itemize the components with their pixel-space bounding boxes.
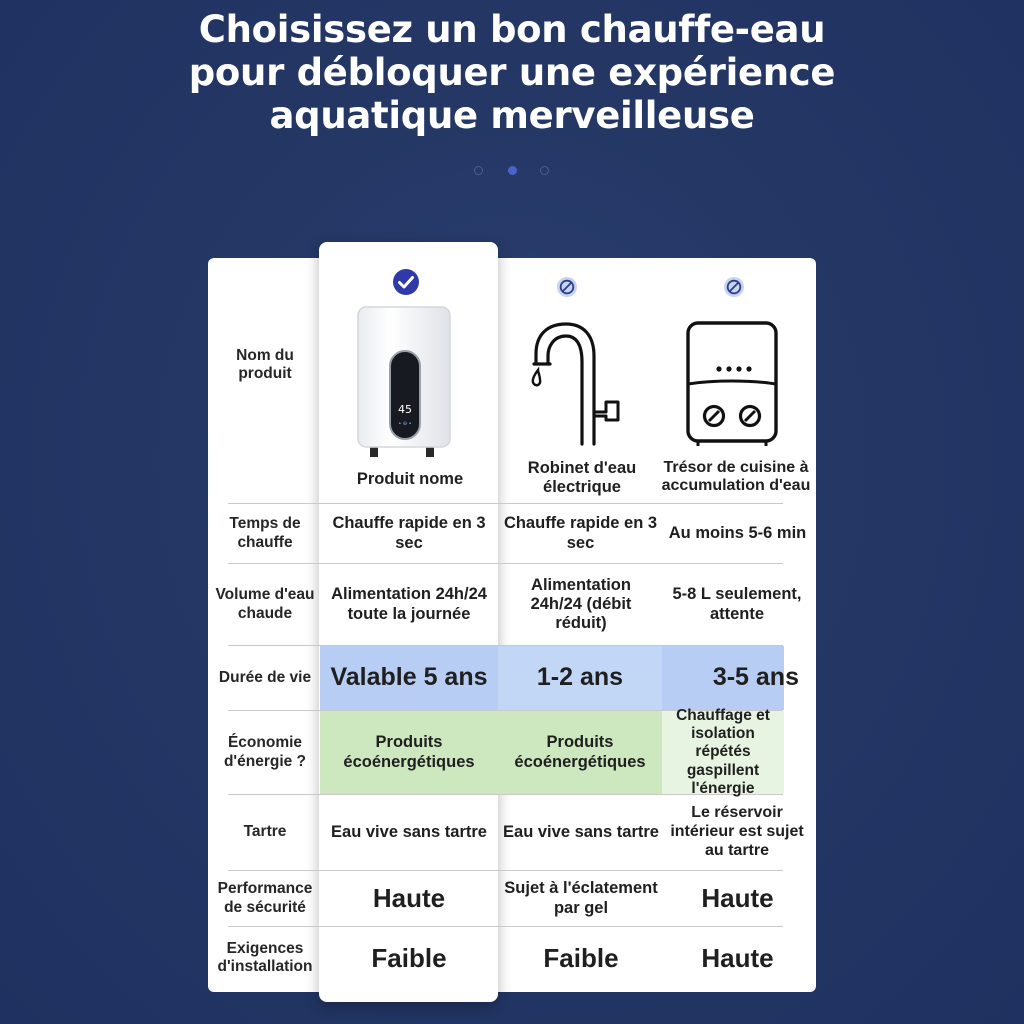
product-name-faucet: Robinet d'eau électrique [527, 459, 637, 496]
pagination-dot-active[interactable] [508, 166, 517, 175]
svg-text:• ⊖ •: • ⊖ • [398, 421, 412, 427]
electric-faucet-image [526, 316, 622, 448]
headline-line-3: aquatique merveilleuse [269, 94, 755, 137]
row-label-heating-time: Temps de chauffe [229, 515, 301, 551]
cell-lifespan-featured: Valable 5 ans [320, 646, 498, 710]
row-label-safety: Performance de sécurité [217, 880, 313, 916]
cell-lifespan-faucet: 1-2 ans [498, 646, 662, 710]
check-icon [392, 268, 420, 296]
headline-line-1: Choisissez un bon chauffe-eau [198, 8, 826, 51]
tankless-water-heater-image [356, 305, 456, 463]
prohibited-icon [723, 276, 745, 298]
row-label-hot-water-volume: Volume d'eau chaude [215, 586, 315, 622]
carousel-pagination [0, 166, 1024, 180]
cell-energy-faucet: Produits écoénergétiques [498, 711, 662, 794]
row-label-product-name: Nom du produit [236, 346, 294, 382]
row-label-lifespan: Durée de vie [218, 668, 312, 686]
cell-heating-time-storage: Au moins 5-6 min [668, 523, 807, 542]
row-label-energy-saving: Économie d'énergie ? [223, 734, 307, 770]
display-reading: 45 [398, 403, 412, 416]
cell-scale-faucet: Eau vive sans tartre [503, 822, 659, 841]
cell-safety-faucet: Sujet à l'éclatement par gel [504, 879, 658, 917]
headline-line-2: pour débloquer une expérience [188, 51, 836, 94]
cell-installation-featured: Faible [371, 942, 447, 973]
storage-water-heater-image [684, 320, 780, 448]
cell-safety-storage: Haute [701, 883, 774, 914]
cell-installation-faucet: Faible [543, 942, 619, 973]
cell-installation-storage: Haute [701, 942, 774, 973]
cell-scale-featured: Eau vive sans tartre [331, 822, 487, 841]
cell-volume-storage: 5-8 L seulement, attente [672, 585, 802, 623]
pagination-dot[interactable] [474, 166, 483, 175]
pagination-dot[interactable] [540, 166, 549, 175]
cell-heating-time-featured: Chauffe rapide en 3 sec [332, 514, 486, 552]
row-label-installation: Exigences d'installation [217, 939, 313, 975]
cell-volume-faucet: Alimentation 24h/24 (débit réduit) [530, 575, 632, 633]
cell-lifespan-storage [662, 646, 799, 710]
product-name-storage: Trésor de cuisine à accumulation d'eau [661, 459, 811, 495]
cell-safety-featured: Haute [372, 883, 446, 914]
cell-energy-storage [662, 707, 784, 797]
product-name-featured: Produit nome [356, 470, 464, 488]
prohibited-icon [556, 276, 578, 298]
cell-volume-featured: Alimentation 24h/24 toute la journée [331, 585, 487, 623]
cell-scale-storage: Le réservoir intérieur est sujet au tartre [670, 804, 804, 859]
cell-heating-time-faucet: Chauffe rapide en 3 sec [503, 514, 658, 552]
row-label-scale: Tartre [243, 823, 287, 841]
cell-energy-storage-text: Chauffage et isolation répétés gaspillent l'énergie [676, 707, 770, 797]
page-headline [0, 8, 1024, 137]
cell-energy-featured: Produits écoénergétiques [320, 711, 498, 794]
cell-lifespan-storage-text: 3-5 ans [712, 663, 799, 692]
